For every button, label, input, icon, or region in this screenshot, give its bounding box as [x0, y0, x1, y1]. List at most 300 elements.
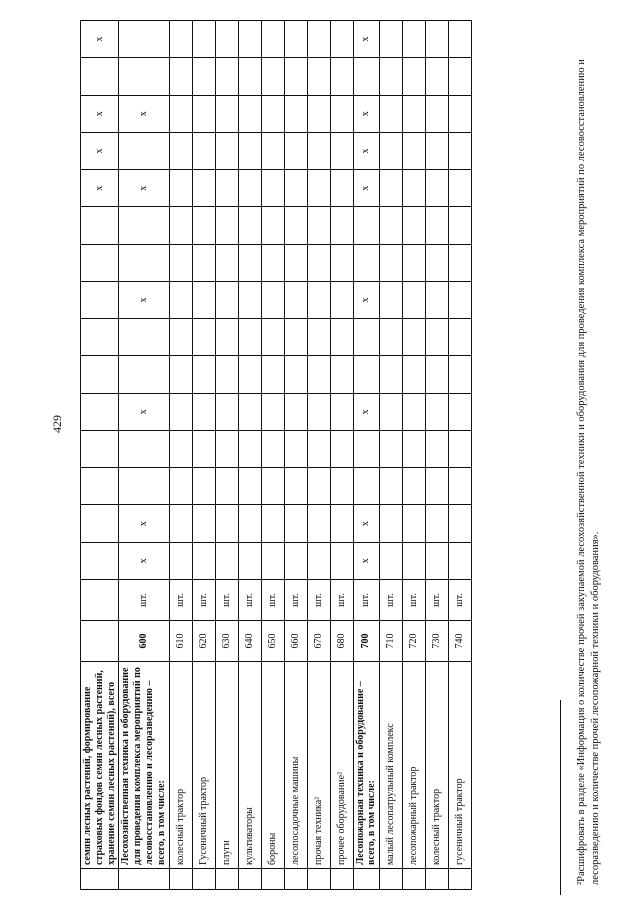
value-cell: [449, 21, 472, 58]
not-applicable-mark: х: [353, 132, 380, 169]
value-cell: [403, 319, 426, 356]
value-cell: [380, 132, 403, 169]
value-cell: [261, 244, 284, 281]
value-cell: [426, 21, 449, 58]
value-cell: [449, 281, 472, 318]
value-cell: [284, 468, 307, 505]
table-row: [192, 21, 215, 890]
value-cell: [449, 244, 472, 281]
row-unit: шт.: [192, 580, 215, 621]
table-row: [426, 21, 449, 890]
value-cell: [380, 356, 403, 393]
value-cell: [330, 281, 353, 318]
row-unit: шт.: [380, 580, 403, 621]
value-cell: [169, 207, 192, 244]
value-cell: [215, 95, 238, 132]
row-unit: шт.: [449, 580, 472, 621]
value-cell: [261, 281, 284, 318]
value-cell: [426, 319, 449, 356]
value-cell: [215, 393, 238, 430]
value-cell: [169, 542, 192, 579]
value-cell: [380, 468, 403, 505]
value-cell: [284, 207, 307, 244]
value-cell: [261, 505, 284, 542]
value-cell: [330, 132, 353, 169]
value-cell: [284, 21, 307, 58]
table-row: [284, 21, 307, 890]
value-cell: [380, 319, 403, 356]
value-cell: [261, 132, 284, 169]
row-unit: шт.: [353, 580, 380, 621]
value-cell: [449, 58, 472, 95]
value-cell: [330, 393, 353, 430]
value-cell: [403, 430, 426, 467]
value-cell: [119, 356, 169, 393]
not-applicable-mark: х: [353, 505, 380, 542]
value-cell: [284, 95, 307, 132]
value-cell: [307, 430, 330, 467]
not-applicable-mark: х: [119, 542, 169, 579]
value-cell: [426, 430, 449, 467]
value-cell: [238, 356, 261, 393]
value-cell: [215, 244, 238, 281]
row-code: 660: [284, 621, 307, 662]
row-code: 620: [192, 621, 215, 662]
value-cell: [449, 170, 472, 207]
not-applicable-mark: х: [353, 542, 380, 579]
value-cell: [238, 95, 261, 132]
value-cell: [449, 356, 472, 393]
value-cell: [238, 58, 261, 95]
value-cell: [261, 319, 284, 356]
value-cell: [353, 207, 380, 244]
value-cell: [380, 244, 403, 281]
table-row: [215, 21, 238, 890]
value-cell: [81, 468, 119, 505]
value-cell: [81, 58, 119, 95]
value-cell: [403, 393, 426, 430]
value-cell: [330, 95, 353, 132]
row-margin-cell: [238, 869, 261, 890]
value-cell: [426, 170, 449, 207]
row-code: 640: [238, 621, 261, 662]
value-cell: [330, 430, 353, 467]
value-cell: [284, 430, 307, 467]
value-cell: [192, 207, 215, 244]
row-code: 730: [426, 621, 449, 662]
value-cell: [330, 319, 353, 356]
value-cell: [380, 207, 403, 244]
value-cell: [169, 95, 192, 132]
value-cell: [380, 393, 403, 430]
table-row: [330, 21, 353, 890]
value-cell: [284, 132, 307, 169]
value-cell: [169, 319, 192, 356]
value-cell: [192, 58, 215, 95]
row-margin-cell: [330, 869, 353, 890]
row-unit: шт.: [119, 580, 169, 621]
not-applicable-mark: х: [353, 393, 380, 430]
row-margin-cell: [426, 869, 449, 890]
not-applicable-mark: х: [353, 170, 380, 207]
value-cell: [169, 393, 192, 430]
value-cell: [238, 430, 261, 467]
value-cell: [169, 430, 192, 467]
value-cell: [449, 505, 472, 542]
row-unit: шт.: [307, 580, 330, 621]
value-cell: [426, 505, 449, 542]
value-cell: [330, 170, 353, 207]
value-cell: [215, 207, 238, 244]
value-cell: [215, 170, 238, 207]
row-margin-cell: [81, 869, 119, 890]
value-cell: [353, 244, 380, 281]
row-margin-cell: [449, 869, 472, 890]
row-code: 610: [169, 621, 192, 662]
value-cell: [380, 170, 403, 207]
row-code: 680: [330, 621, 353, 662]
value-cell: [426, 58, 449, 95]
value-cell: [192, 319, 215, 356]
value-cell: [238, 170, 261, 207]
row-code: [81, 621, 119, 662]
value-cell: [81, 505, 119, 542]
value-cell: [353, 468, 380, 505]
value-cell: [403, 505, 426, 542]
row-code: 600: [119, 621, 169, 662]
value-cell: [449, 319, 472, 356]
not-applicable-mark: х: [119, 170, 169, 207]
value-cell: [403, 244, 426, 281]
row-code: 700: [353, 621, 380, 662]
value-cell: [238, 132, 261, 169]
value-cell: [192, 21, 215, 58]
value-cell: [119, 207, 169, 244]
value-cell: [81, 281, 119, 318]
value-cell: [261, 393, 284, 430]
value-cell: [449, 468, 472, 505]
value-cell: [119, 58, 169, 95]
value-cell: [284, 281, 307, 318]
value-cell: [215, 542, 238, 579]
table-row: [307, 21, 330, 890]
value-cell: [449, 430, 472, 467]
value-cell: [307, 319, 330, 356]
value-cell: [449, 207, 472, 244]
value-cell: [81, 319, 119, 356]
value-cell: [307, 356, 330, 393]
row-name: гусеничный трактор: [449, 662, 472, 869]
value-cell: [81, 430, 119, 467]
value-cell: [426, 281, 449, 318]
value-cell: [426, 356, 449, 393]
value-cell: [307, 393, 330, 430]
value-cell: [238, 542, 261, 579]
row-name: малый лесопатрульный комплекс: [380, 662, 403, 869]
value-cell: [192, 356, 215, 393]
value-cell: [169, 505, 192, 542]
value-cell: [307, 207, 330, 244]
not-applicable-mark: х: [353, 281, 380, 318]
row-margin-cell: [307, 869, 330, 890]
value-cell: [307, 505, 330, 542]
value-cell: [238, 207, 261, 244]
footnote: ²Расшифровать в разделе «Информация о количестве прочей закупаемой лесохозяйственной техники и оборудования для проведения комплекса мероприятий по лесовосстановлению и лесоразведению и количестве прочей лесопожарной техники и оборудования».: [576, 59, 601, 885]
table-row: [81, 21, 119, 890]
value-cell: [449, 95, 472, 132]
value-cell: [261, 542, 284, 579]
value-cell: [330, 505, 353, 542]
value-cell: [380, 21, 403, 58]
row-name: прочая техника²: [307, 662, 330, 869]
row-unit: шт.: [330, 580, 353, 621]
value-cell: [261, 95, 284, 132]
table-row: [449, 21, 472, 890]
row-margin-cell: [284, 869, 307, 890]
row-code: 710: [380, 621, 403, 662]
not-applicable-mark: х: [81, 95, 119, 132]
row-code: 670: [307, 621, 330, 662]
value-cell: [238, 21, 261, 58]
value-cell: [353, 356, 380, 393]
value-cell: [307, 170, 330, 207]
value-cell: [81, 244, 119, 281]
value-cell: [403, 95, 426, 132]
value-cell: [307, 21, 330, 58]
table-row: [403, 21, 426, 890]
value-cell: [307, 95, 330, 132]
value-cell: [449, 542, 472, 579]
value-cell: [169, 58, 192, 95]
value-cell: [380, 542, 403, 579]
value-cell: [380, 281, 403, 318]
value-cell: [403, 58, 426, 95]
value-cell: [403, 542, 426, 579]
row-unit: шт.: [261, 580, 284, 621]
row-unit: шт.: [403, 580, 426, 621]
row-code: 650: [261, 621, 284, 662]
row-name: Гусеничный трактор: [192, 662, 215, 869]
value-cell: [119, 244, 169, 281]
value-cell: [426, 244, 449, 281]
table-row: [353, 21, 380, 890]
value-cell: [261, 468, 284, 505]
value-cell: [380, 95, 403, 132]
value-cell: [238, 244, 261, 281]
row-unit: шт.: [215, 580, 238, 621]
value-cell: [192, 170, 215, 207]
row-unit: шт.: [426, 580, 449, 621]
value-cell: [119, 468, 169, 505]
value-cell: [449, 393, 472, 430]
value-cell: [307, 542, 330, 579]
not-applicable-mark: х: [119, 95, 169, 132]
value-cell: [284, 393, 307, 430]
page-number: 429: [50, 415, 64, 433]
row-name: прочее оборудование²: [330, 662, 353, 869]
value-cell: [215, 281, 238, 318]
value-cell: [353, 58, 380, 95]
row-unit: шт.: [238, 580, 261, 621]
value-cell: [192, 281, 215, 318]
value-cell: [330, 58, 353, 95]
not-applicable-mark: х: [81, 170, 119, 207]
value-cell: [215, 468, 238, 505]
value-cell: [215, 505, 238, 542]
value-cell: [119, 21, 169, 58]
value-cell: [380, 430, 403, 467]
value-cell: [261, 58, 284, 95]
not-applicable-mark: х: [119, 281, 169, 318]
value-cell: [192, 505, 215, 542]
value-cell: [403, 468, 426, 505]
row-code: 720: [403, 621, 426, 662]
value-cell: [330, 542, 353, 579]
row-name: культиваторы: [238, 662, 261, 869]
value-cell: [403, 356, 426, 393]
not-applicable-mark: х: [119, 505, 169, 542]
value-cell: [215, 356, 238, 393]
value-cell: [307, 281, 330, 318]
value-cell: [353, 430, 380, 467]
value-cell: [192, 468, 215, 505]
value-cell: [215, 132, 238, 169]
value-cell: [215, 58, 238, 95]
row-code: 740: [449, 621, 472, 662]
value-cell: [169, 170, 192, 207]
row-margin-cell: [403, 869, 426, 890]
row-margin-cell: [261, 869, 284, 890]
value-cell: [284, 170, 307, 207]
value-cell: [119, 430, 169, 467]
row-margin-cell: [119, 869, 169, 890]
row-name: лесопожарный трактор: [403, 662, 426, 869]
value-cell: [284, 244, 307, 281]
value-cell: [380, 58, 403, 95]
row-code: 630: [215, 621, 238, 662]
value-cell: [238, 505, 261, 542]
row-name: Лесопожарная техника и оборудование – всего, в том числе:: [353, 662, 380, 869]
value-cell: [403, 132, 426, 169]
value-cell: [261, 430, 284, 467]
value-cell: [238, 468, 261, 505]
row-margin-cell: [192, 869, 215, 890]
rotated-table-wrapper: [80, 20, 560, 890]
value-cell: [192, 132, 215, 169]
value-cell: [307, 244, 330, 281]
value-cell: [330, 207, 353, 244]
value-cell: [330, 356, 353, 393]
value-cell: [192, 393, 215, 430]
value-cell: [330, 244, 353, 281]
value-cell: [426, 468, 449, 505]
value-cell: [307, 58, 330, 95]
table-row: [169, 21, 192, 890]
value-cell: [284, 319, 307, 356]
not-applicable-mark: х: [353, 95, 380, 132]
value-cell: [238, 393, 261, 430]
value-cell: [403, 281, 426, 318]
value-cell: [81, 393, 119, 430]
row-name: бороны: [261, 662, 284, 869]
value-cell: [307, 468, 330, 505]
value-cell: [330, 21, 353, 58]
table-row: [380, 21, 403, 890]
row-margin-cell: [169, 869, 192, 890]
value-cell: [426, 95, 449, 132]
row-name: семян лесных растений, формирование страховых фондов семян лесных растений, хранение семян лесных растений), всего: [81, 662, 119, 869]
value-cell: [284, 58, 307, 95]
table-row: [238, 21, 261, 890]
row-unit: шт.: [284, 580, 307, 621]
value-cell: [81, 356, 119, 393]
value-cell: [169, 21, 192, 58]
row-margin-cell: [380, 869, 403, 890]
value-cell: [215, 430, 238, 467]
value-cell: [215, 21, 238, 58]
row-margin-cell: [215, 869, 238, 890]
table-row: [261, 21, 284, 890]
value-cell: [81, 542, 119, 579]
row-name: колесный трактор: [426, 662, 449, 869]
value-cell: [192, 95, 215, 132]
row-name: колесный трактор: [169, 662, 192, 869]
table-row: [119, 21, 169, 890]
value-cell: [192, 542, 215, 579]
not-applicable-mark: х: [81, 132, 119, 169]
value-cell: [380, 505, 403, 542]
value-cell: [426, 393, 449, 430]
row-name: плуги: [215, 662, 238, 869]
row-unit: [81, 580, 119, 621]
value-cell: [261, 207, 284, 244]
footnote-separator: [560, 700, 561, 895]
value-cell: [426, 132, 449, 169]
row-name: лесопосадочные машины: [284, 662, 307, 869]
value-cell: [284, 542, 307, 579]
row-margin-cell: [353, 869, 380, 890]
row-unit: шт.: [169, 580, 192, 621]
value-cell: [353, 319, 380, 356]
value-cell: [261, 170, 284, 207]
value-cell: [284, 505, 307, 542]
value-cell: [119, 319, 169, 356]
not-applicable-mark: х: [81, 21, 119, 58]
value-cell: [307, 132, 330, 169]
value-cell: [261, 356, 284, 393]
report-table: [80, 20, 472, 890]
value-cell: [192, 244, 215, 281]
value-cell: [403, 170, 426, 207]
value-cell: [238, 319, 261, 356]
value-cell: [403, 21, 426, 58]
value-cell: [169, 244, 192, 281]
value-cell: [261, 21, 284, 58]
value-cell: [169, 356, 192, 393]
value-cell: [192, 430, 215, 467]
value-cell: [169, 468, 192, 505]
not-applicable-mark: х: [353, 21, 380, 58]
value-cell: [169, 281, 192, 318]
value-cell: [403, 207, 426, 244]
value-cell: [284, 356, 307, 393]
value-cell: [169, 132, 192, 169]
value-cell: [426, 207, 449, 244]
value-cell: [238, 281, 261, 318]
value-cell: [449, 132, 472, 169]
value-cell: [81, 207, 119, 244]
value-cell: [426, 542, 449, 579]
